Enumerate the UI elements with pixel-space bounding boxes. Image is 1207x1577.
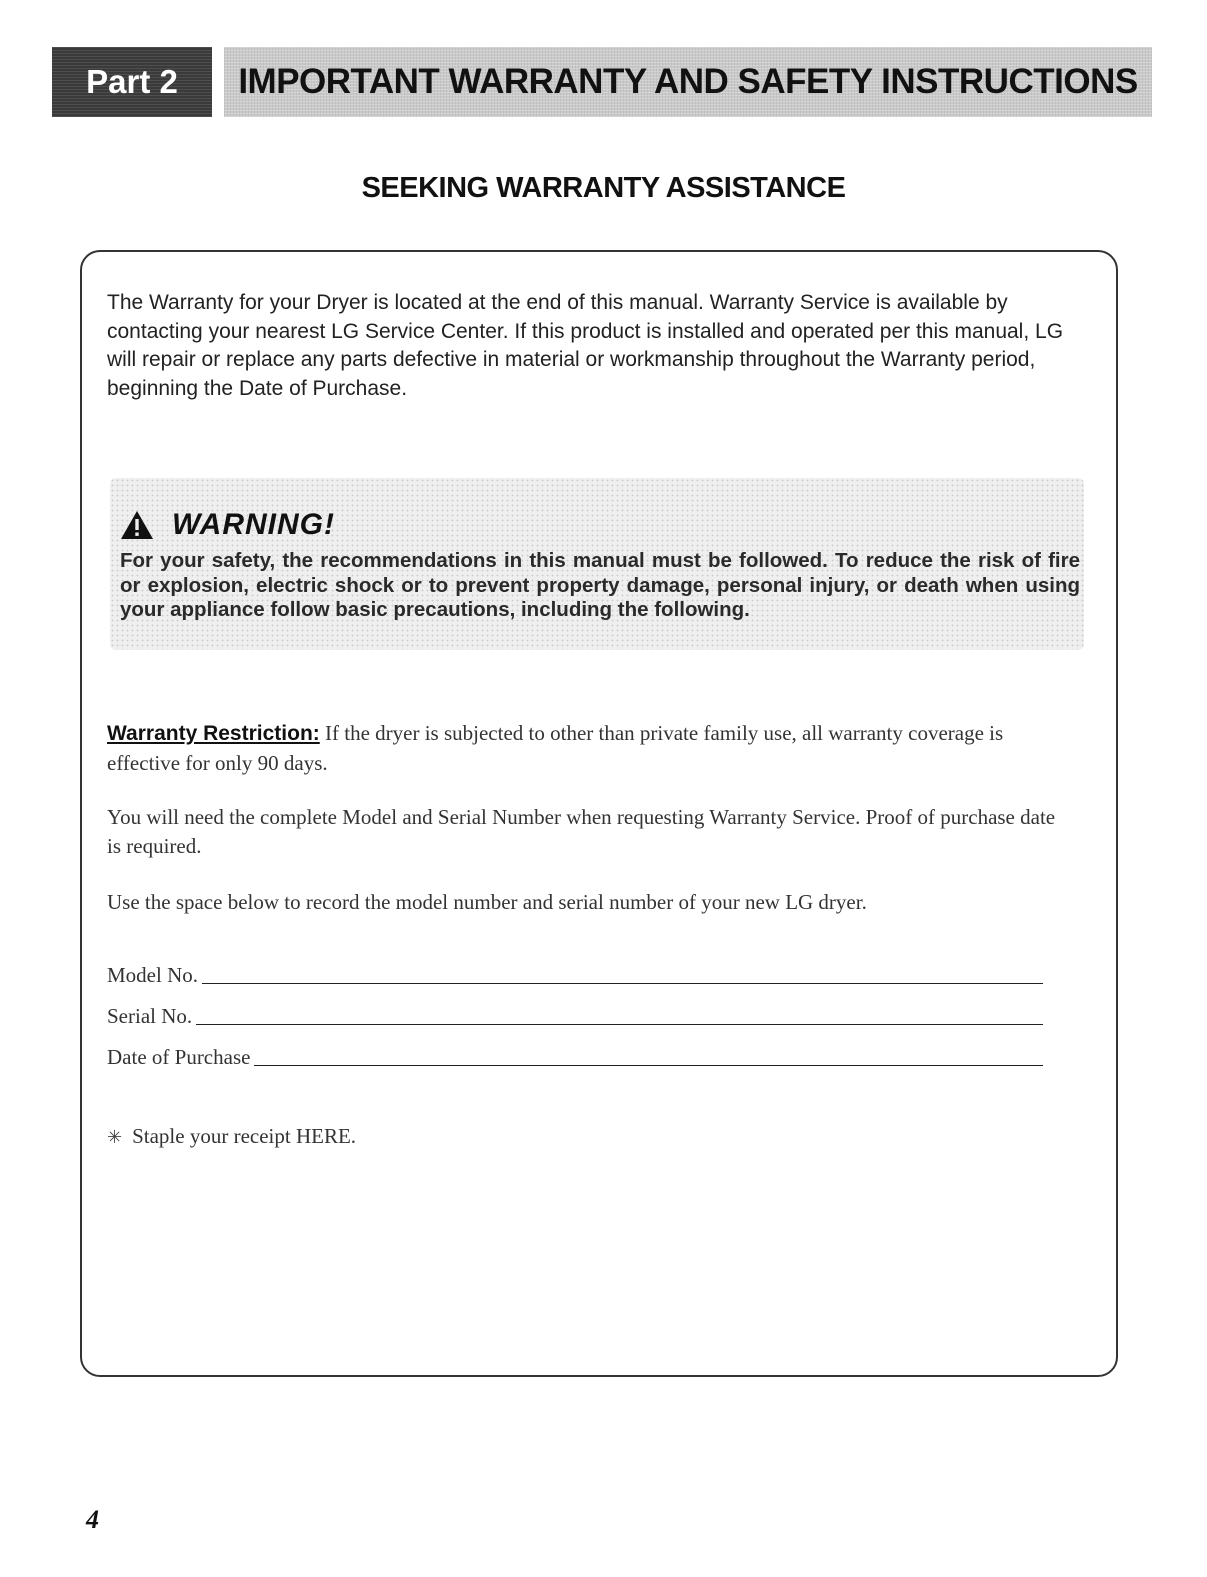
proof-paragraph: You will need the complete Model and Serial Number when requesting Warranty Service. Proof of purchase date is required. [107,805,1056,858]
warranty-restriction [107,719,1067,777]
date-of-purchase-label: Date of Purchase [107,1045,251,1069]
warning-heading [120,508,335,542]
serial-number-field[interactable] [107,1002,1043,1031]
date-of-purchase-field[interactable] [107,1043,1043,1072]
page-number: 4 [86,1505,99,1534]
warning-triangle-icon [120,510,154,540]
serial-number-label: Serial No. [107,1004,193,1028]
record-paragraph: Use the space below to record the model number and serial number of your new LG dryer. [107,890,867,914]
date-of-purchase-line[interactable] [254,1045,1043,1066]
serial-number-line[interactable] [196,1004,1043,1025]
warning-text: For your safety, the recommendations in this manual must be followed. To reduce the risk of fire or explosion, electric shock or to prevent property damage, personal injury, or death when using your appliance follow basic precautions, including the following. [120,549,1080,621]
model-number-label: Model No. [107,963,198,987]
restriction-text: If the dryer is subjected to other than private family use, all warranty coverage is effective for only 90 days. [107,721,1004,775]
restriction-label: Warranty Restriction: [107,722,320,745]
header-title: IMPORTANT WARRANTY AND SAFETY INSTRUCTIONS [224,47,1152,117]
staple-note [107,1122,356,1152]
part-tab: Part 2 [52,47,212,117]
page-header [52,47,1152,117]
asterisk-icon: ✳ [107,1127,123,1147]
staple-text: Staple your receipt HERE. [132,1124,357,1148]
intro-paragraph: The Warranty for your Dryer is located at the end of this manual. Warranty Service is available by contacting your nearest LG Service Center. If this product is installed and operated per this manual, LG will repair or replace any parts defective in material or workmanship throughout the Warranty period, beginning the Date of Purchase. [107,291,1064,400]
section-title: SEEKING WARRANTY ASSISTANCE [361,172,846,204]
warning-box [110,478,1084,650]
warning-heading-text: WARNING! [172,508,335,541]
model-number-field[interactable] [107,961,1043,990]
model-number-line[interactable] [202,963,1043,984]
